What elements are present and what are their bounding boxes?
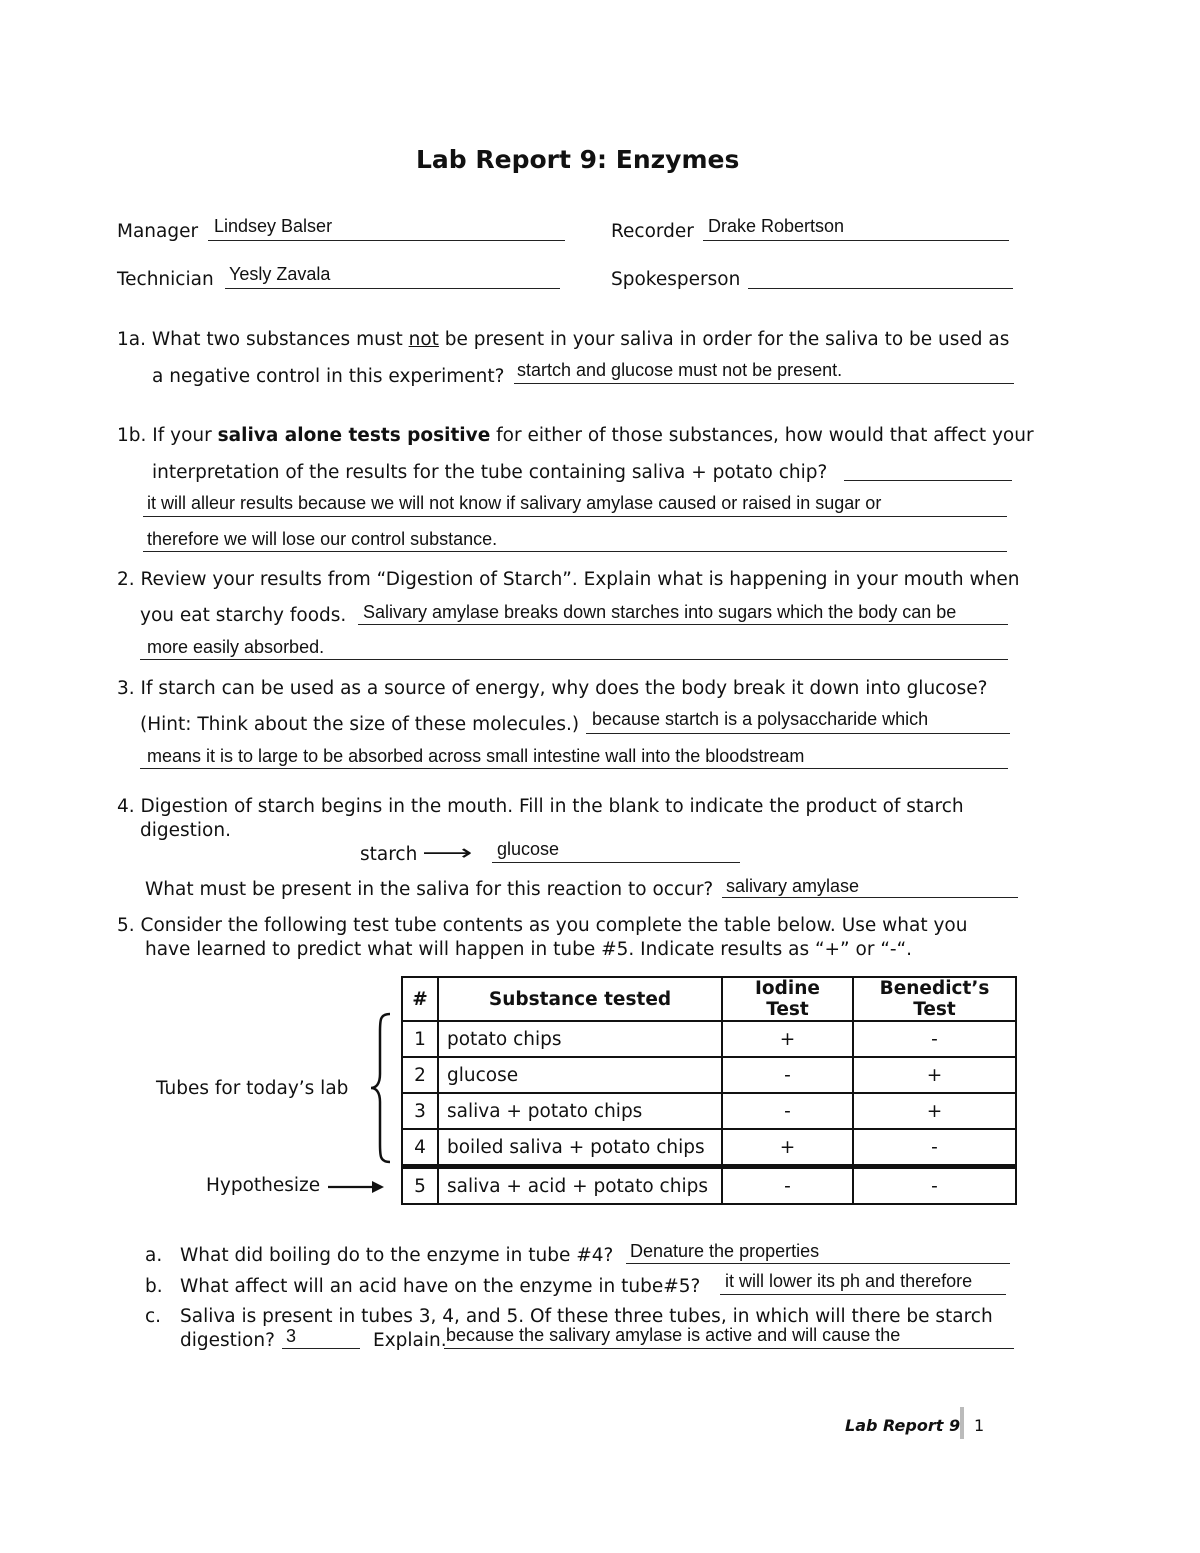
- q3-answer-line-1: [586, 733, 1010, 734]
- table-header-row: [402, 977, 1016, 1021]
- technician-field[interactable]: Yesly Zavala: [229, 264, 331, 284]
- q4-starch-label: starch: [360, 844, 418, 865]
- footer-page-number: 1: [974, 1416, 985, 1435]
- table-row: 3 saliva + potato chips - +: [402, 1093, 1016, 1129]
- qc-explain-line: [444, 1348, 1014, 1349]
- q2-line1: 2. Review your results from “Digestion of Starch”. Explain what is happening in your mouth when: [117, 569, 1020, 590]
- iodine-result-3[interactable]: -: [722, 1093, 853, 1129]
- q1a-line2: a negative control in this experiment?: [152, 366, 505, 387]
- qc-explain-answer[interactable]: because the salivary amylase is active and will cause the: [446, 1325, 901, 1345]
- qc-line2: digestion?: [180, 1330, 275, 1351]
- q1a-line1: 1a. What two substances must not be present in your saliva in order for the saliva to be used as: [117, 329, 1010, 350]
- recorder-field[interactable]: Drake Robertson: [708, 216, 845, 236]
- q4-answer2-line: [722, 897, 1018, 898]
- q1b-answer-2[interactable]: therefore we will lose our control substance.: [147, 529, 498, 549]
- footer-divider: [960, 1407, 964, 1439]
- qa-label: a.: [145, 1245, 163, 1266]
- header-benedict: Benedict’s Test: [853, 977, 1016, 1021]
- qb-answer[interactable]: it will lower its ph and therefore: [725, 1271, 973, 1291]
- manager-line: [208, 240, 565, 241]
- brace-icon: [368, 1012, 394, 1164]
- page-title: Lab Report 9: Enzymes: [416, 145, 740, 174]
- recorder-label: Recorder: [611, 221, 694, 242]
- q2-answer-2[interactable]: more easily absorbed.: [147, 637, 325, 657]
- arrow-right-icon: [328, 1177, 386, 1197]
- table-row-hypothesis: 5 saliva + acid + potato chips - -: [402, 1167, 1016, 1205]
- q1b-line1: 1b. If your saliva alone tests positive for either of those substances, how would that affect your: [117, 425, 1034, 446]
- qb-text: What affect will an acid have on the enzyme in tube#5?: [180, 1276, 701, 1297]
- qb-answer-line: [720, 1294, 1006, 1295]
- q3-line2: (Hint: Think about the size of these molecules.): [140, 714, 580, 735]
- q5-line1: 5. Consider the following test tube contents as you complete the table below. Use what you: [117, 915, 968, 936]
- benedict-result-3[interactable]: +: [853, 1093, 1016, 1129]
- q4-answer2[interactable]: salivary amylase: [726, 876, 860, 896]
- qc-answer-line: [282, 1348, 360, 1349]
- benedict-result-2[interactable]: +: [853, 1057, 1016, 1093]
- spokesperson-label: Spokesperson: [611, 269, 741, 290]
- q1a-answer[interactable]: startch and glucose must not be present.: [517, 360, 843, 380]
- qc-explain-label: Explain.: [373, 1330, 447, 1351]
- manager-field[interactable]: Lindsey Balser: [214, 216, 333, 236]
- q4-line1: 4. Digestion of starch begins in the mouth. Fill in the blank to indicate the product of starch: [117, 796, 964, 817]
- technician-line: [225, 288, 560, 289]
- q2-answer-line-2: [140, 659, 1008, 660]
- qa-answer[interactable]: Denature the properties: [630, 1241, 820, 1261]
- manager-label: Manager: [117, 221, 199, 242]
- iodine-result-5[interactable]: -: [722, 1167, 853, 1205]
- footer-label: Lab Report 9: [845, 1416, 961, 1435]
- q1b-answer-1[interactable]: it will alleur results because we will not know if salivary amylase caused or raised in sugar or: [147, 493, 882, 513]
- hypothesize-label: Hypothesize: [206, 1175, 321, 1196]
- qa-text: What did boiling do to the enzyme in tube #4?: [180, 1245, 614, 1266]
- technician-label: Technician: [117, 269, 214, 290]
- benedict-result-4[interactable]: -: [853, 1129, 1016, 1167]
- benedict-result-5[interactable]: -: [853, 1167, 1016, 1205]
- q4-line2: digestion.: [140, 820, 231, 841]
- q5-line2: have learned to predict what will happen in tube #5. Indicate results as “+” or “-“.: [145, 939, 913, 960]
- recorder-line: [703, 240, 1009, 241]
- spokesperson-line: [748, 288, 1013, 289]
- q4-product-answer[interactable]: glucose: [497, 839, 560, 859]
- q1b-line2: interpretation of the results for the tube containing saliva + potato chip?: [152, 462, 828, 483]
- iodine-result-4[interactable]: +: [722, 1129, 853, 1167]
- header-iodine: Iodine Test: [722, 977, 853, 1021]
- q3-answer-line-2: [140, 768, 1008, 769]
- q1b-answer-line-1: [143, 516, 1007, 517]
- results-table: [401, 976, 1017, 1205]
- table-row: 1 potato chips + -: [402, 1021, 1016, 1057]
- iodine-result-2[interactable]: -: [722, 1057, 853, 1093]
- q1a-emphasis: not: [408, 329, 439, 350]
- table-row: 4 boiled saliva + potato chips + -: [402, 1129, 1016, 1167]
- q3-line1: 3. If starch can be used as a source of energy, why does the body break it down into glucose?: [117, 678, 988, 699]
- header-substance: Substance tested: [438, 977, 722, 1021]
- qa-answer-line: [626, 1263, 1010, 1264]
- q4-product-line: [492, 862, 740, 863]
- q4-arrow-icon: ⟶: [422, 841, 473, 866]
- q1b-answer-line-2: [143, 551, 1007, 552]
- q1b-tail-line: [844, 480, 1012, 481]
- tubes-label: Tubes for today’s lab: [156, 1078, 349, 1099]
- q3-answer-2[interactable]: means it is to large to be absorbed across small intestine wall into the bloodstream: [147, 746, 805, 766]
- q1a-answer-line: [514, 383, 1014, 384]
- table-row: 2 glucose - +: [402, 1057, 1016, 1093]
- q3-answer-1[interactable]: because startch is a polysaccharide which: [592, 709, 929, 729]
- qc-line1: Saliva is present in tubes 3, 4, and 5. Of these three tubes, in which will there be starch: [180, 1306, 993, 1327]
- benedict-result-1[interactable]: -: [853, 1021, 1016, 1057]
- qc-answer[interactable]: 3: [286, 1326, 297, 1346]
- iodine-result-1[interactable]: +: [722, 1021, 853, 1057]
- q2-line2: you eat starchy foods.: [140, 605, 347, 626]
- header-num: #: [402, 977, 438, 1021]
- q2-answer-1[interactable]: Salivary amylase breaks down starches into sugars which the body can be: [363, 602, 957, 622]
- qb-label: b.: [145, 1276, 163, 1297]
- q4-question2: What must be present in the saliva for this reaction to occur?: [145, 879, 714, 900]
- q1b-bold: saliva alone tests positive: [217, 425, 491, 446]
- q2-answer-line-1: [358, 624, 1008, 625]
- qc-label: c.: [145, 1306, 162, 1327]
